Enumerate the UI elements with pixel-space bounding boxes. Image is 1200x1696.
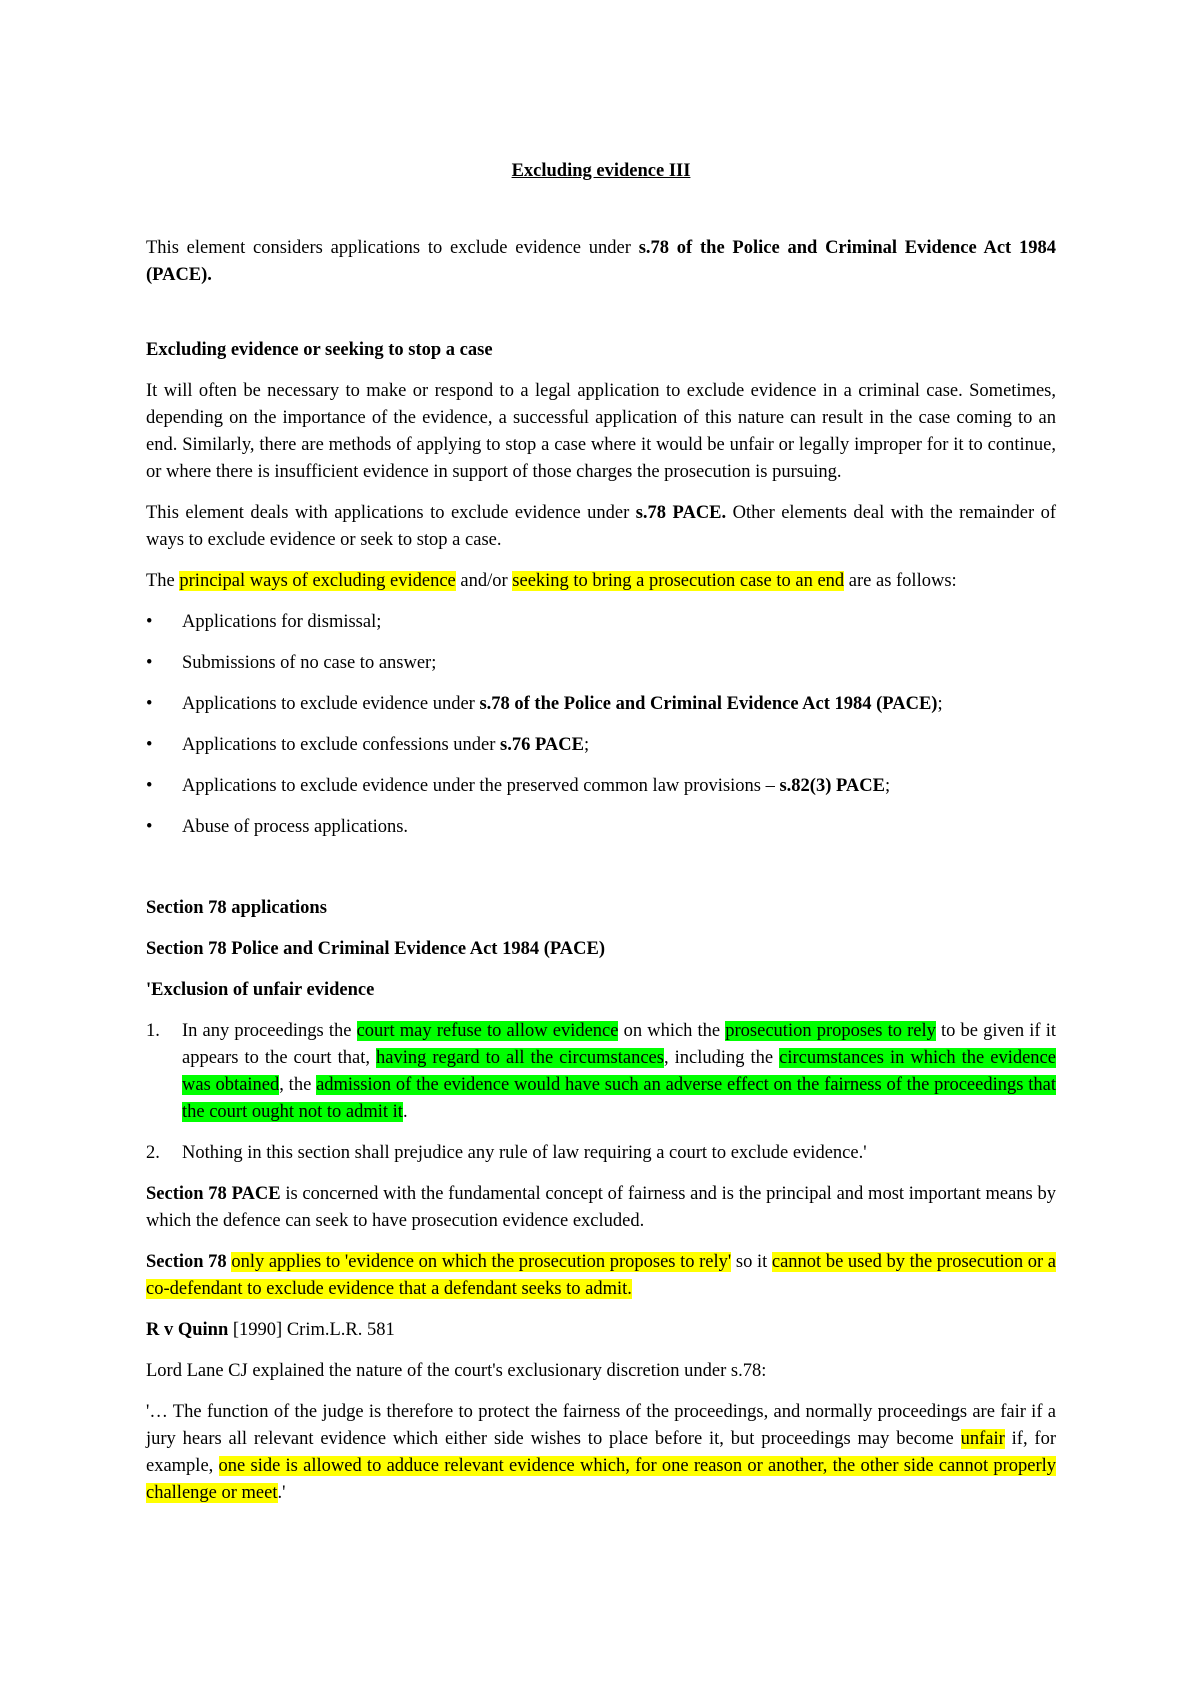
paragraph-lord-lane: Lord Lane CJ explained the nature of the court's exclusionary discretion under s.78: [146,1361,767,1381]
list-item [146,773,1056,800]
principal-ways-list [146,609,1056,841]
quote-paragraph [146,1399,1056,1507]
paragraph-scope-limit [146,1249,1056,1303]
bullet-icon: • [146,653,153,673]
list-item-text: Applications to exclude evidence under [182,694,480,714]
intro-text: This element considers applications to exclude evidence under [146,238,639,258]
text-run: '… The function of the judge is therefore to protect the fairness of the proceedings, and normally proceedings are fair if a jury hears all relevant evidence which either side wishes to place before it, but proceedings may become [146,1402,1056,1449]
text-run: is concerned with the fundamental concept of fairness and is the principal and most important means by which the defence can seek to have prosecution evidence excluded. [146,1184,1056,1231]
text-run: on which the [618,1021,726,1041]
item-number: 2. [146,1143,160,1163]
numbered-item [146,1140,1056,1167]
statute-text-list [146,1018,1056,1167]
text-run: . [402,1102,408,1122]
paragraph-overview: It will often be necessary to make or respond to a legal application to exclude evidence in a criminal case. Sometimes, depending on the importance of the evidence, a successful application of this nature can result in the case coming to an end. Similarly, there are methods of applying to stop a case where it would be unfair or legally improper for it to continue, or where there is insufficient evidence in support of those charges the prosecution is pursuing. [146,381,1056,482]
highlight-yellow: unfair [960,1429,1005,1449]
text-run: In any proceedings the [182,1021,357,1041]
statute-subheading: 'Exclusion of unfair evidence [146,980,375,1000]
text-run: , the [279,1075,317,1095]
highlight-green: circumstances in which the evidence was obtained [182,1048,1056,1095]
text-run: This element deals with applications to exclude evidence under [146,503,636,523]
bullet-icon: • [146,735,153,755]
text-run: if, for example, [146,1429,1057,1476]
highlight-yellow: seeking to bring a prosecution case to an end [512,571,845,591]
bullet-icon: • [146,817,153,837]
highlight-green: prosecution proposes to rely [725,1021,936,1041]
highlight-yellow: only applies to 'evidence on which the prosecution proposes to rely' [231,1252,732,1272]
list-item [146,732,1056,759]
statute-ref: s.78 PACE. [635,503,727,523]
text-run: .' [277,1483,286,1503]
text-run: are as follows: [844,571,957,591]
statute-ref: s.82(3) PACE [779,776,885,796]
highlight-green: having regard to all the circumstances [375,1048,664,1068]
bullet-icon: • [146,776,153,796]
case-citation [146,1317,1056,1344]
list-item-text: Abuse of process applications. [182,817,409,837]
list-item-text: Submissions of no case to answer; [182,653,437,673]
statute-ref: Section 78 PACE [146,1184,281,1204]
list-item-text: Applications for dismissal; [182,612,382,632]
statute-heading: Section 78 Police and Criminal Evidence Act 1984 (PACE) [146,939,606,959]
list-item-text: ; [937,694,943,714]
list-item-text: ; [583,735,590,755]
highlight-green: admission of the evidence would have such an adverse effect on the fairness of the proceedings that the court ought not to admit it [182,1075,1056,1122]
intro-statute-ref: s.78 of the Police and Criminal Evidence Act 1984 (PACE). [146,238,1056,285]
statute-ref: s.78 of the Police and Criminal Evidence Act 1984 (PACE) [479,694,938,714]
text-run: Nothing in this section shall prejudice any rule of law requiring a court to exclude evidence.' [182,1143,867,1163]
citation-text: [1990] Crim.L.R. 581 [228,1320,395,1340]
list-item [146,691,1056,718]
text-run: and/or [455,571,513,591]
text-run: Other elements deal with the remainder of ways to exclude evidence or seek to stop a case. [146,503,1056,550]
statute-ref: Section 78 [146,1252,227,1272]
text-run: The [146,571,180,591]
spacer [146,303,1056,337]
list-item-text: ; [885,776,891,796]
list-item-text: Applications to exclude confessions under [182,735,501,755]
list-item [146,650,1056,677]
document-body [146,158,1056,1521]
list-item [146,814,1056,841]
paragraph-principal-ways [146,568,1056,595]
highlight-green: court may refuse to allow evidence [356,1021,619,1041]
bullet-icon: • [146,612,153,632]
text-run: , including the [663,1048,780,1068]
spacer [146,855,1056,895]
section-heading-excluding: Excluding evidence or seeking to stop a case [146,340,493,360]
list-item [146,609,1056,636]
section-heading-s78: Section 78 applications [146,898,327,918]
statute-ref: s.76 PACE [500,735,584,755]
list-item-text: Applications to exclude evidence under the preserved common law provisions – [182,776,780,796]
highlight-yellow: one side is allowed to adduce relevant evidence which, for one reason or another, the other side cannot properly challenge or meet [146,1456,1057,1503]
paragraph-element-scope [146,500,1056,554]
case-name: R v Quinn [146,1320,229,1340]
document-title: Excluding evidence III [511,161,691,181]
numbered-item [146,1018,1056,1126]
item-number: 1. [146,1021,160,1041]
bullet-icon: • [146,694,153,714]
paragraph-fairness [146,1181,1056,1235]
text-run: to be given if it appears to the court that, [182,1021,1056,1068]
highlight-yellow: principal ways of excluding evidence [179,571,456,591]
text-run: so it [731,1252,772,1272]
intro-paragraph [146,235,1056,289]
highlight-yellow: cannot be used by the prosecution or a co-defendant to exclude evidence that a defendant seeks to admit. [146,1252,1056,1299]
